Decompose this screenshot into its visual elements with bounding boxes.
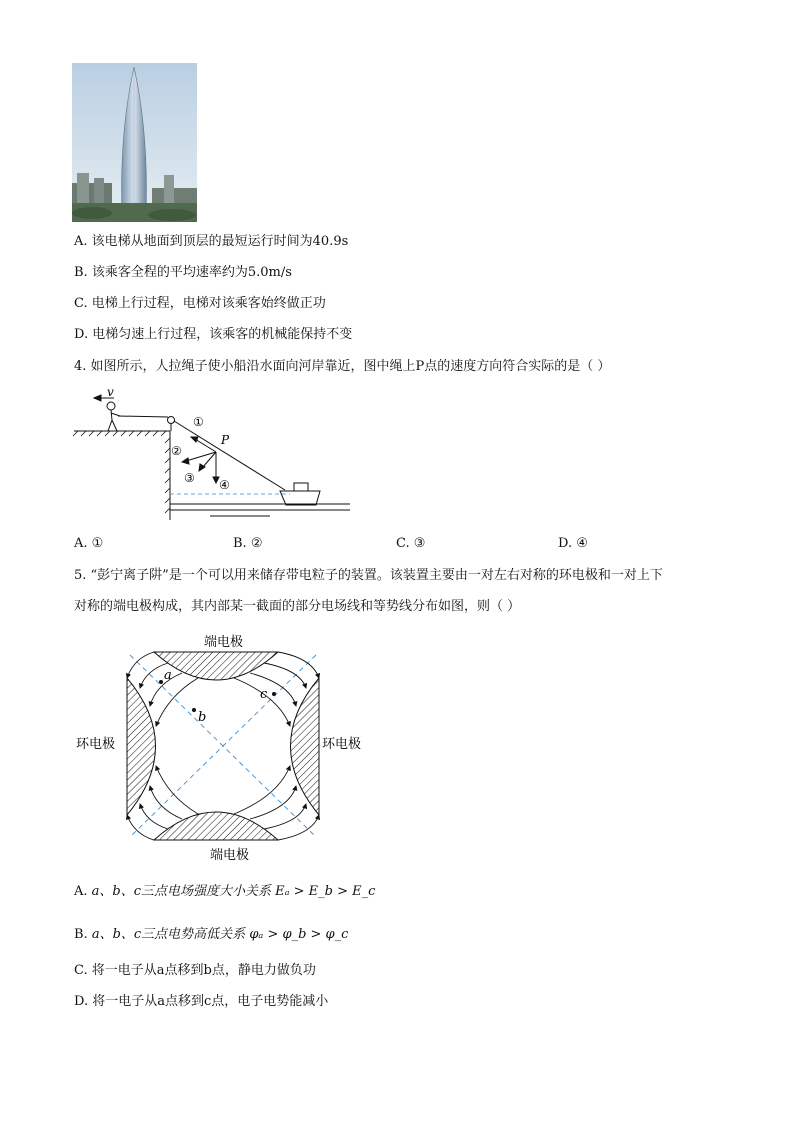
q5-option-b-prefix: B. bbox=[74, 927, 92, 942]
q3-option-d[interactable]: D. 电梯匀速上行过程，该乘客的机械能保持不变 bbox=[74, 327, 353, 342]
c-label: c bbox=[260, 687, 268, 702]
q3-option-a[interactable]: A. 该电梯从地面到顶层的最短运行时间为40.9s bbox=[74, 234, 349, 249]
q5-option-c[interactable]: C. 将一电子从a点移到b点，静电力做负功 bbox=[74, 963, 316, 978]
q3-option-c[interactable]: C. 电梯上行过程，电梯对该乘客始终做正功 bbox=[74, 296, 326, 311]
arrow-4-label: ④ bbox=[219, 478, 230, 492]
arrow-2-label: ② bbox=[171, 444, 182, 458]
q4-option-c[interactable]: C. ③ bbox=[396, 536, 426, 551]
q5-option-b-math: φₐ > φ_b > φ_c bbox=[249, 927, 349, 942]
tower-photo bbox=[72, 63, 197, 222]
q5-option-a-prefix: A. bbox=[74, 884, 92, 899]
q5-stem-line1: 5. “彭宁离子阱”是一个可以用来储存带电粒子的装置。该装置主要由一对左右对称的环电极和一对上下 bbox=[74, 568, 663, 583]
q5-penning-trap-figure bbox=[72, 630, 382, 865]
q3-option-b[interactable]: B. 该乘客全程的平均速率约为5.0m/s bbox=[74, 265, 292, 280]
q4-rope-boat-figure bbox=[70, 388, 360, 523]
q5-option-a[interactable] bbox=[74, 883, 375, 901]
q4-stem: 4. 如图所示，人拉绳子使小船沿水面向河岸靠近，图中绳上P点的速度方向符合实际的是（ ） bbox=[74, 359, 611, 374]
q4-option-a[interactable]: A. ① bbox=[74, 536, 104, 551]
a-label: a bbox=[164, 668, 172, 683]
bottom-electrode-label: 端电极 bbox=[210, 848, 250, 863]
q5-option-b[interactable] bbox=[74, 926, 348, 944]
q5-option-a-text: a、b、c三点电场强度大小关系 bbox=[91, 884, 272, 899]
q5-option-a-math: Eₐ > E_b > E_c bbox=[275, 884, 376, 899]
right-electrode-label: 环电极 bbox=[322, 737, 362, 752]
q5-stem-line2: 对称的端电极构成，其内部某一截面的部分电场线和等势线分布如图，则（ ） bbox=[74, 599, 521, 614]
left-electrode-label: 环电极 bbox=[76, 737, 116, 752]
v-label: v bbox=[107, 388, 114, 399]
point-c bbox=[272, 692, 276, 696]
top-electrode-label: 端电极 bbox=[204, 635, 244, 650]
q4-option-b[interactable]: B. ② bbox=[233, 536, 263, 551]
point-b bbox=[192, 708, 196, 712]
q5-option-d[interactable]: D. 将一电子从a点移到c点，电子电势能减小 bbox=[74, 994, 329, 1009]
b-label: b bbox=[198, 710, 207, 725]
q4-option-d[interactable]: D. ④ bbox=[558, 536, 588, 551]
arrow-3-label: ③ bbox=[184, 471, 195, 485]
q5-option-b-text: a、b、c三点电势高低关系 bbox=[91, 927, 246, 942]
point-a bbox=[159, 680, 163, 684]
p-label: P bbox=[221, 433, 230, 447]
arrow-1-label: ① bbox=[193, 415, 204, 429]
